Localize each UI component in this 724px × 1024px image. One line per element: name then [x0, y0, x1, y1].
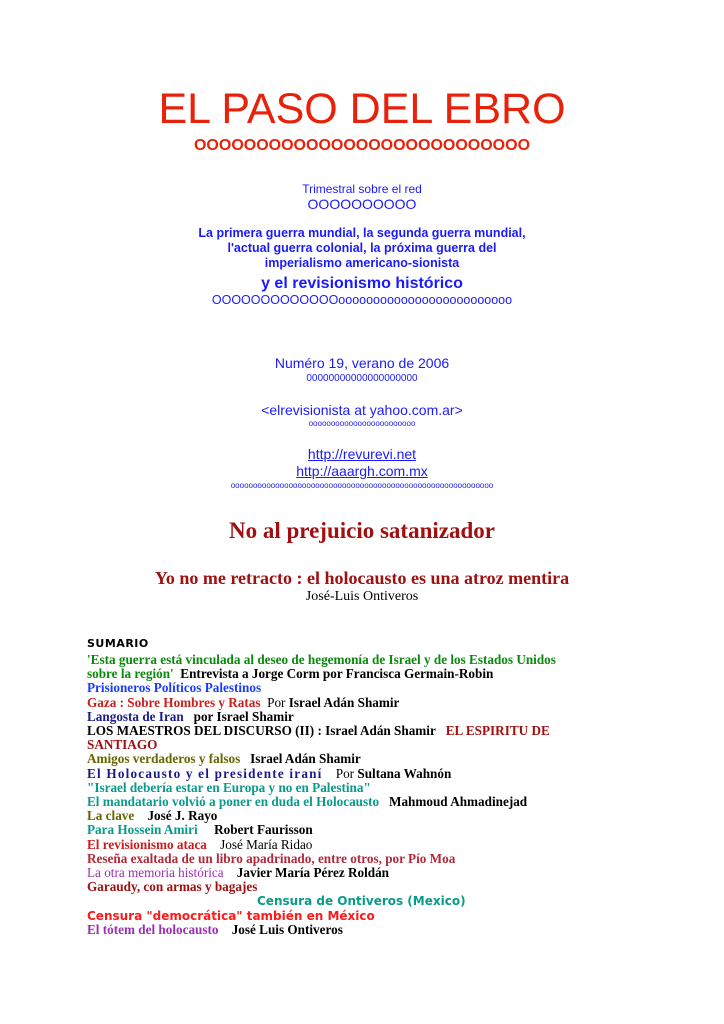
item-title-continued: EL ESPIRITU DE — [445, 723, 550, 739]
item-title: Reseña exaltada de un libro apadrinado, entre otros, por Pío Moa — [87, 850, 456, 866]
item-title: Prisioneros Políticos Palestinos — [87, 680, 262, 696]
links-decoration: ooooooooooooooooooooooooooooooooooooooooooooooooooooooooooo — [230, 481, 494, 490]
contact-email[interactable]: <elrevisionista at yahoo.com.ar> — [261, 402, 463, 418]
link-aaargh-container — [0, 463, 724, 479]
item-title: La clave — [87, 808, 135, 824]
item-author: Entrevista a Jorge Corm por Francisca Germain-Robin — [180, 666, 494, 682]
title-decoration: OOOOOOOOOOOOOOOOOOOOOOOOOOO — [193, 137, 531, 154]
item-title: "Israel debería estar en Europa y no en Palestina" — [87, 779, 371, 795]
link-revurevi-container — [0, 446, 724, 462]
list-item[interactable] — [87, 752, 647, 766]
item-author: por Israel Shamir — [193, 708, 294, 724]
email-decoration: oooooooooooooooooooooooo — [308, 419, 416, 428]
item-author: Javier María Pérez Roldán — [236, 865, 390, 881]
list-item[interactable]: El Holocausto y el presidente iraní Por Sultana Wahnón — [87, 765, 452, 781]
list-item[interactable] — [87, 710, 647, 724]
list-item[interactable] — [87, 667, 647, 681]
item-title: Gaza : Sobre Hombres y Ratas — [87, 694, 261, 710]
revision-decoration: OOOOOOOOOOOOOooooooooooooooooooooooooo — [211, 293, 513, 307]
list-item[interactable] — [87, 795, 647, 809]
item-title: Amigos verdaderos y falsos — [87, 751, 241, 767]
item-title: 'Esta guerra está vinculada al deseo de hegemonía de Israel y de los Estados Unidos — [87, 652, 556, 667]
item-author: Mahmoud Ahmadinejad — [389, 794, 528, 810]
link-revurevi[interactable]: http://revurevi.net — [307, 446, 417, 462]
item-title: Garaudy, con armas y bagajes — [87, 879, 258, 895]
list-item[interactable] — [87, 838, 647, 852]
revision-line: y el revisionismo histórico — [261, 275, 463, 292]
list-item[interactable] — [87, 894, 647, 908]
item-author: José María Ridao — [220, 836, 313, 852]
item-title: Para Hossein Amiri — [87, 822, 198, 838]
list-item[interactable] — [87, 781, 647, 795]
list-item[interactable] — [87, 880, 647, 894]
item-title: El Holocausto y el presidente iraní — [87, 765, 323, 781]
list-item[interactable] — [87, 866, 647, 880]
list-item[interactable] — [87, 909, 647, 923]
item-author: Israel Adán Shamir — [250, 751, 361, 767]
issue-number: Numéro 19, verano de 2006 — [274, 355, 450, 371]
list-item[interactable] — [87, 724, 647, 738]
list-item[interactable] — [87, 653, 647, 667]
lead-article-title[interactable]: Yo no me retracto : el holocausto es una atroz mentira — [154, 568, 570, 588]
description-line: l'actual guerra colonial, la próxima guerra del — [227, 241, 497, 255]
item-author: José J. Rayo — [147, 808, 218, 824]
lead-article-author: José-Luis Ontiveros — [305, 589, 419, 604]
item-title: La otra memoria histórica — [87, 865, 224, 881]
item-title: LOS MAESTROS DEL DISCURSO (II) : Israel Adán Shamir — [87, 723, 436, 739]
item-title: sobre la región' — [87, 666, 174, 682]
sumario-heading: SUMARIO — [87, 637, 149, 650]
description-line: imperialismo americano-sionista — [264, 256, 460, 270]
list-item[interactable]: Gaza : Sobre Hombres y Ratas Por Israel Adán Shamir — [87, 694, 400, 710]
subtitle: Trimestral sobre el red — [302, 182, 422, 196]
list-item[interactable] — [87, 681, 647, 695]
item-title: El tótem del holocausto — [87, 921, 219, 937]
description — [0, 226, 724, 271]
item-title: Censura de Ontiveros (Mexico) — [257, 894, 466, 909]
description-line: La primera guerra mundial, la segunda guerra mundial, — [198, 226, 526, 240]
item-title-continued: SANTIAGO — [87, 737, 158, 753]
subtitle-decoration: OOOOOOOOOO — [307, 196, 417, 212]
list-item[interactable] — [87, 738, 647, 752]
item-author: José Luis Ontiveros — [231, 921, 343, 937]
headline: No al prejuicio satanizador — [229, 518, 495, 543]
item-title: El revisionismo ataca — [87, 836, 207, 852]
list-item[interactable] — [87, 823, 647, 837]
item-title: Censura "democrática" también en México — [87, 908, 375, 923]
issue-decoration: 00000000000000000000 — [306, 373, 418, 384]
link-aaargh[interactable]: http://aaargh.com.mx — [296, 463, 428, 479]
list-item[interactable] — [87, 852, 647, 866]
item-title: El mandatario volvió a poner en duda el Holocausto — [87, 794, 380, 810]
page-title: EL PASO DEL EBRO — [158, 85, 566, 133]
list-item[interactable] — [87, 923, 647, 937]
list-item[interactable] — [87, 809, 647, 823]
item-author: Robert Faurisson — [214, 822, 313, 838]
sumario-list — [87, 653, 647, 937]
item-title: Langosta de Iran — [87, 708, 184, 724]
